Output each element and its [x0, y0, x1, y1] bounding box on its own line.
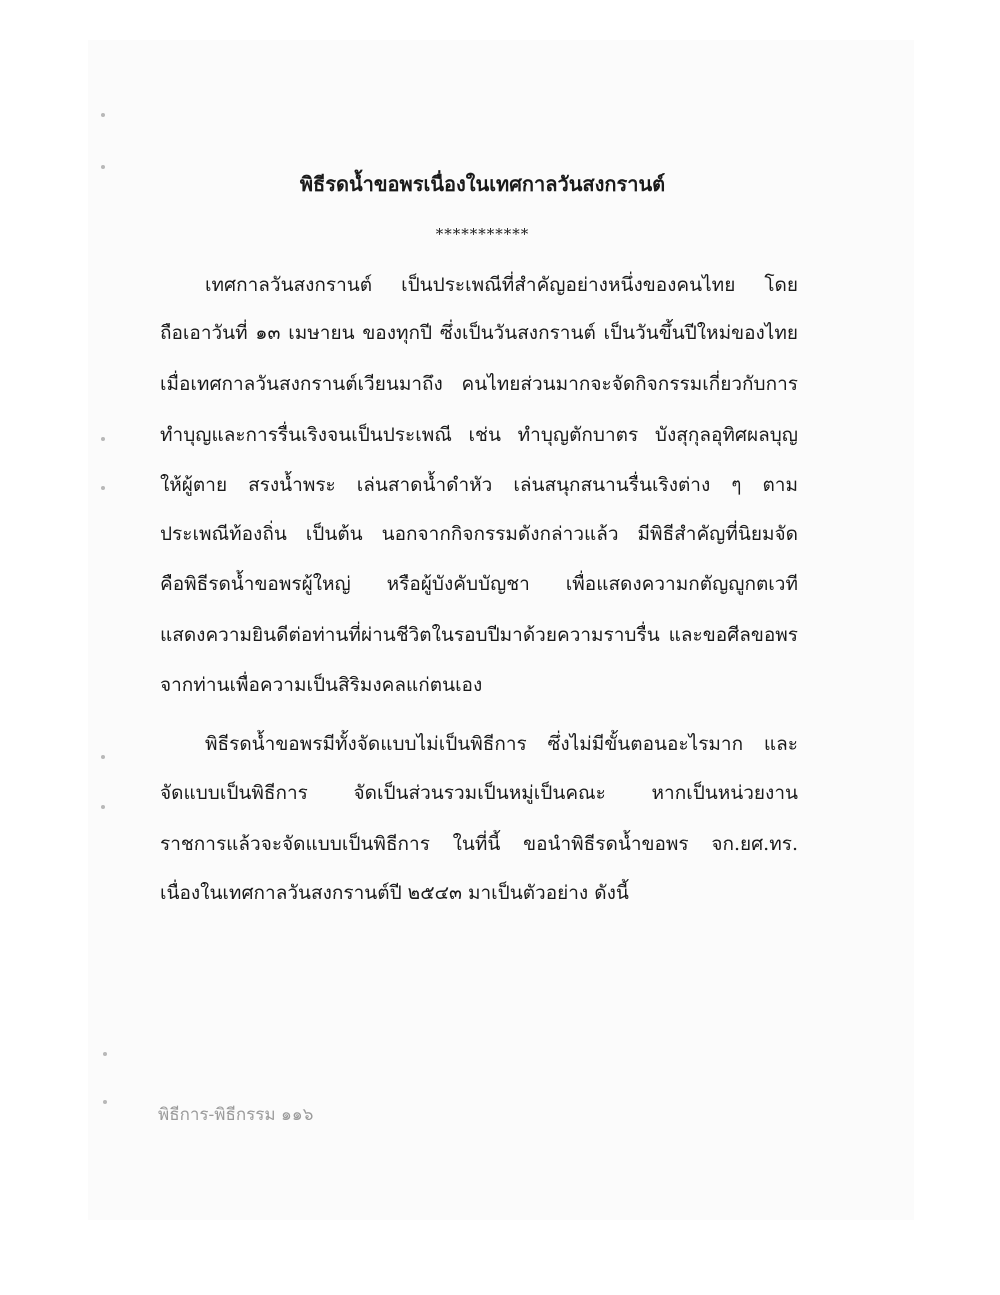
paragraph-2-line: ราชการแล้วจะจัดแบบเป็นพิธีการ ในที่นี้ ขอนำพิธีรดน้ำขอพร จก.ยศ.ทร.: [160, 833, 798, 855]
scan-speck: [103, 1052, 107, 1056]
page-footer: พิธีการ-พิธีกรรม ๑๑๖: [158, 1105, 314, 1125]
paragraph-1-line: ประเพณีท้องถิ่น เป็นต้น นอกจากกิจกรรมดังกล่าวแล้ว มีพิธีสำคัญที่นิยมจัด: [160, 523, 798, 545]
scan-speck: [101, 437, 105, 441]
document-title: พิธีรดน้ำขอพรเนื่องในเทศกาลวันสงกรานต์: [299, 172, 666, 196]
paragraph-1-line: ทำบุญและการรื่นเริงจนเป็นประเพณี เช่น ทำบุญตักบาตร บังสุกุลอุทิศผลบุญ: [160, 424, 798, 446]
title-separator: ***********: [435, 225, 530, 243]
scan-speck: [103, 1100, 107, 1104]
scan-speck: [101, 165, 105, 169]
paragraph-1-line: ให้ผู้ตาย สรงน้ำพระ เล่นสาดน้ำดำหัว เล่นสนุกสนานรื่นเริงต่าง ๆ ตาม: [160, 474, 798, 496]
scan-speck: [101, 486, 105, 490]
paragraph-1-line: จากท่านเพื่อความเป็นสิริมงคลแก่ตนเอง: [160, 674, 483, 696]
paragraph-1-line: ถือเอาวันที่ ๑๓ เมษายน ของทุกปี ซึ่งเป็นวันสงกรานต์ เป็นวันขึ้นปีใหม่ของไทย: [160, 322, 798, 344]
scan-speck: [101, 113, 105, 117]
paragraph-2-line: เนื่องในเทศกาลวันสงกรานต์ปี ๒๕๔๓ มาเป็นตัวอย่าง ดังนี้: [160, 882, 629, 904]
paragraph-2-line: พิธีรดน้ำขอพรมีทั้งจัดแบบไม่เป็นพิธีการ ซึ่งไม่มีขั้นตอนอะไรมาก และ: [205, 733, 798, 755]
scan-speck: [101, 805, 105, 809]
paragraph-1-line: แสดงความยินดีต่อท่านที่ผ่านชีวิตในรอบปีมาด้วยความราบรื่น และขอศีลขอพร: [160, 624, 798, 646]
paragraph-2-line: จัดแบบเป็นพิธีการ จัดเป็นส่วนรวมเป็นหมู่เป็นคณะ หากเป็นหน่วยงาน: [160, 782, 798, 804]
paragraph-1-line: เทศกาลวันสงกรานต์ เป็นประเพณีที่สำคัญอย่างหนึ่งของคนไทย โดย: [205, 274, 798, 296]
scan-speck: [101, 755, 105, 759]
paragraph-1-line: เมื่อเทศกาลวันสงกรานต์เวียนมาถึง คนไทยส่วนมากจะจัดกิจกรรมเกี่ยวกับการ: [160, 373, 798, 395]
paragraph-1-line: คือพิธีรดน้ำขอพรผู้ใหญ่ หรือผู้บังคับบัญชา เพื่อแสดงความกตัญญูกตเวที: [160, 573, 798, 595]
